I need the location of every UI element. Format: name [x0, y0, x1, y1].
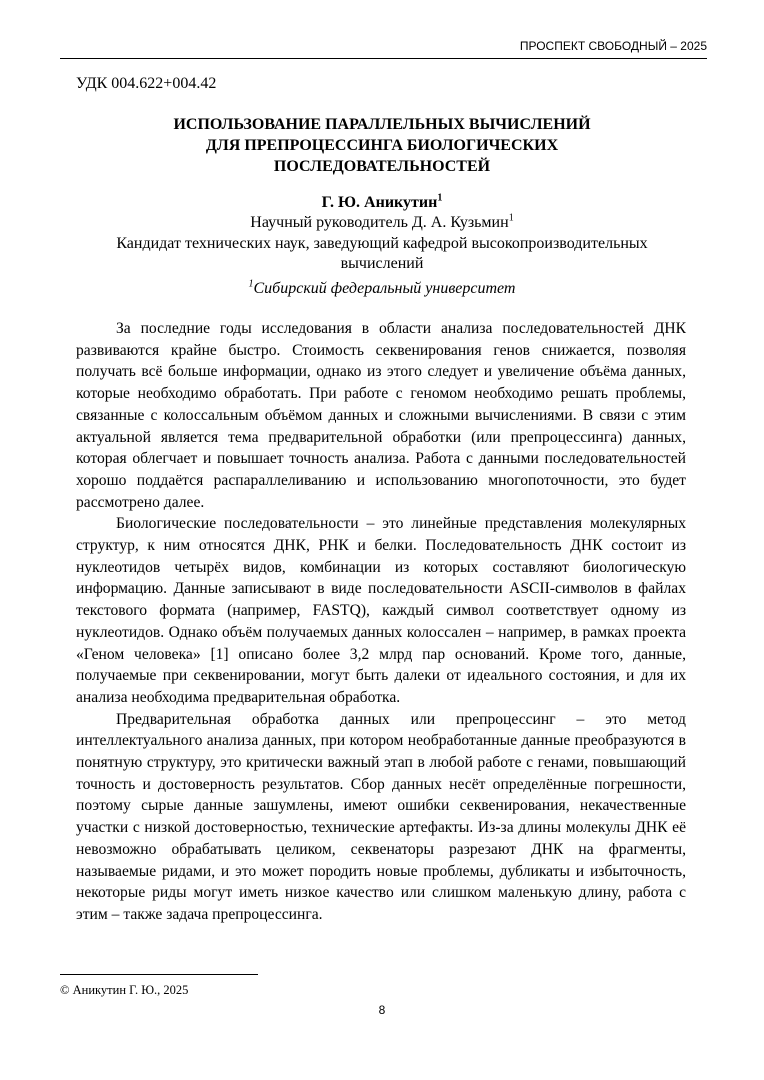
- running-header: [60, 39, 707, 59]
- affiliation-mark: 1: [248, 278, 254, 290]
- body-paragraph: Биологические последовательности – это линейные представления молекулярных структур, к ним относятся ДНК, РНК и белки. Последовательность ДНК состоит из нуклеотидов четырёх видов, комбинации из которых составляют биологическую информацию. Данные записывают в виде последовательности ASCII-символов в файлах текстового формата (например, FASTQ), каждый символ соответствует одному из нуклеотидов. Однако объём получаемых данных колоссален – например, в рамках проекта «Геном человека» [1] описано более 3,2 млрд пар оснований. Кроме того, данные, получаемые при секвенировании, могут быть далеки от идеального состояния, и для их анализа необходима предварительная обработка.: [76, 515, 686, 706]
- author-name: Г. Ю. Аникутин: [321, 194, 438, 211]
- title-line: ПОСЛЕДОВАТЕЛЬНОСТЕЙ: [273, 158, 491, 175]
- affiliation: [76, 280, 688, 298]
- author-affiliation-mark: 1: [437, 192, 443, 204]
- supervisor-degree: [76, 234, 688, 274]
- supervisor-affiliation-mark: 1: [508, 212, 514, 224]
- page-number: 8: [378, 1003, 386, 1017]
- degree-line: Кандидат технических наук, заведующий кафедрой высокопроизводительных: [116, 235, 648, 252]
- degree-line: вычислений: [340, 255, 424, 272]
- footnote-divider: [60, 974, 258, 975]
- author: [76, 194, 688, 212]
- article-body: [76, 318, 686, 926]
- affiliation-text: Сибирский федеральный университет: [253, 280, 516, 297]
- supervisor-text: Научный руководитель Д. А. Кузьмин: [250, 214, 509, 231]
- udk-code: УДК 004.622+004.42: [76, 75, 217, 92]
- running-header-title: ПРОСПЕКТ СВОБОДНЫЙ – 2025: [519, 39, 707, 53]
- body-paragraph: За последние годы исследования в области анализа последовательностей ДНК развиваются крайне быстро. Стоимость секвенирования генов снижается, позволяя получать всё больше информации, однако из этого следует и увеличение объёма данных, которые необходимо обработать. При работе с геномом необходимо решать проблемы, связанные с колоссальным объёмом данных и сложными вычислениями. В связи с этим актуальной является тема предварительной обработки (или препроцессинга) данных, которая облегчает и повышает точность анализа. Работа с данными последовательностей хорошо поддаётся распараллеливанию и использованию многопоточности, это будет рассмотрено далее.: [76, 320, 686, 511]
- article-title: [76, 114, 688, 177]
- body-paragraph: Предварительная обработка данных или препроцессинг – это метод интеллектуального анализа данных, при котором необработанные данные преобразуются в понятную структуру, это критически важный этап в любой работе с генами, повышающий точность и достоверность результатов. Сбор данных несёт определённые погрешности, поэтому сырые данные зашумлены, имеют ошибки секвенирования, некачественные участки с низкой достоверностью, технические артефакты. Из-за длины молекулы ДНК её невозможно обрабатывать целиком, секвенаторы разрезают ДНК на фрагменты, называемые ридами, и это может породить новые проблемы, дубликаты и избыточность, некоторые риды могут иметь низкое качество или слишком маленькую длину, работа с этим – также задача препроцессинга.: [76, 710, 686, 923]
- supervisor: [76, 214, 688, 232]
- title-line: ИСПОЛЬЗОВАНИЕ ПАРАЛЛЕЛЬНЫХ ВЫЧИСЛЕНИЙ: [173, 116, 591, 133]
- copyright-footnote: © Аникутин Г. Ю., 2025: [60, 983, 189, 997]
- title-line: ДЛЯ ПРЕПРОЦЕССИНГА БИОЛОГИЧЕСКИХ: [205, 137, 559, 154]
